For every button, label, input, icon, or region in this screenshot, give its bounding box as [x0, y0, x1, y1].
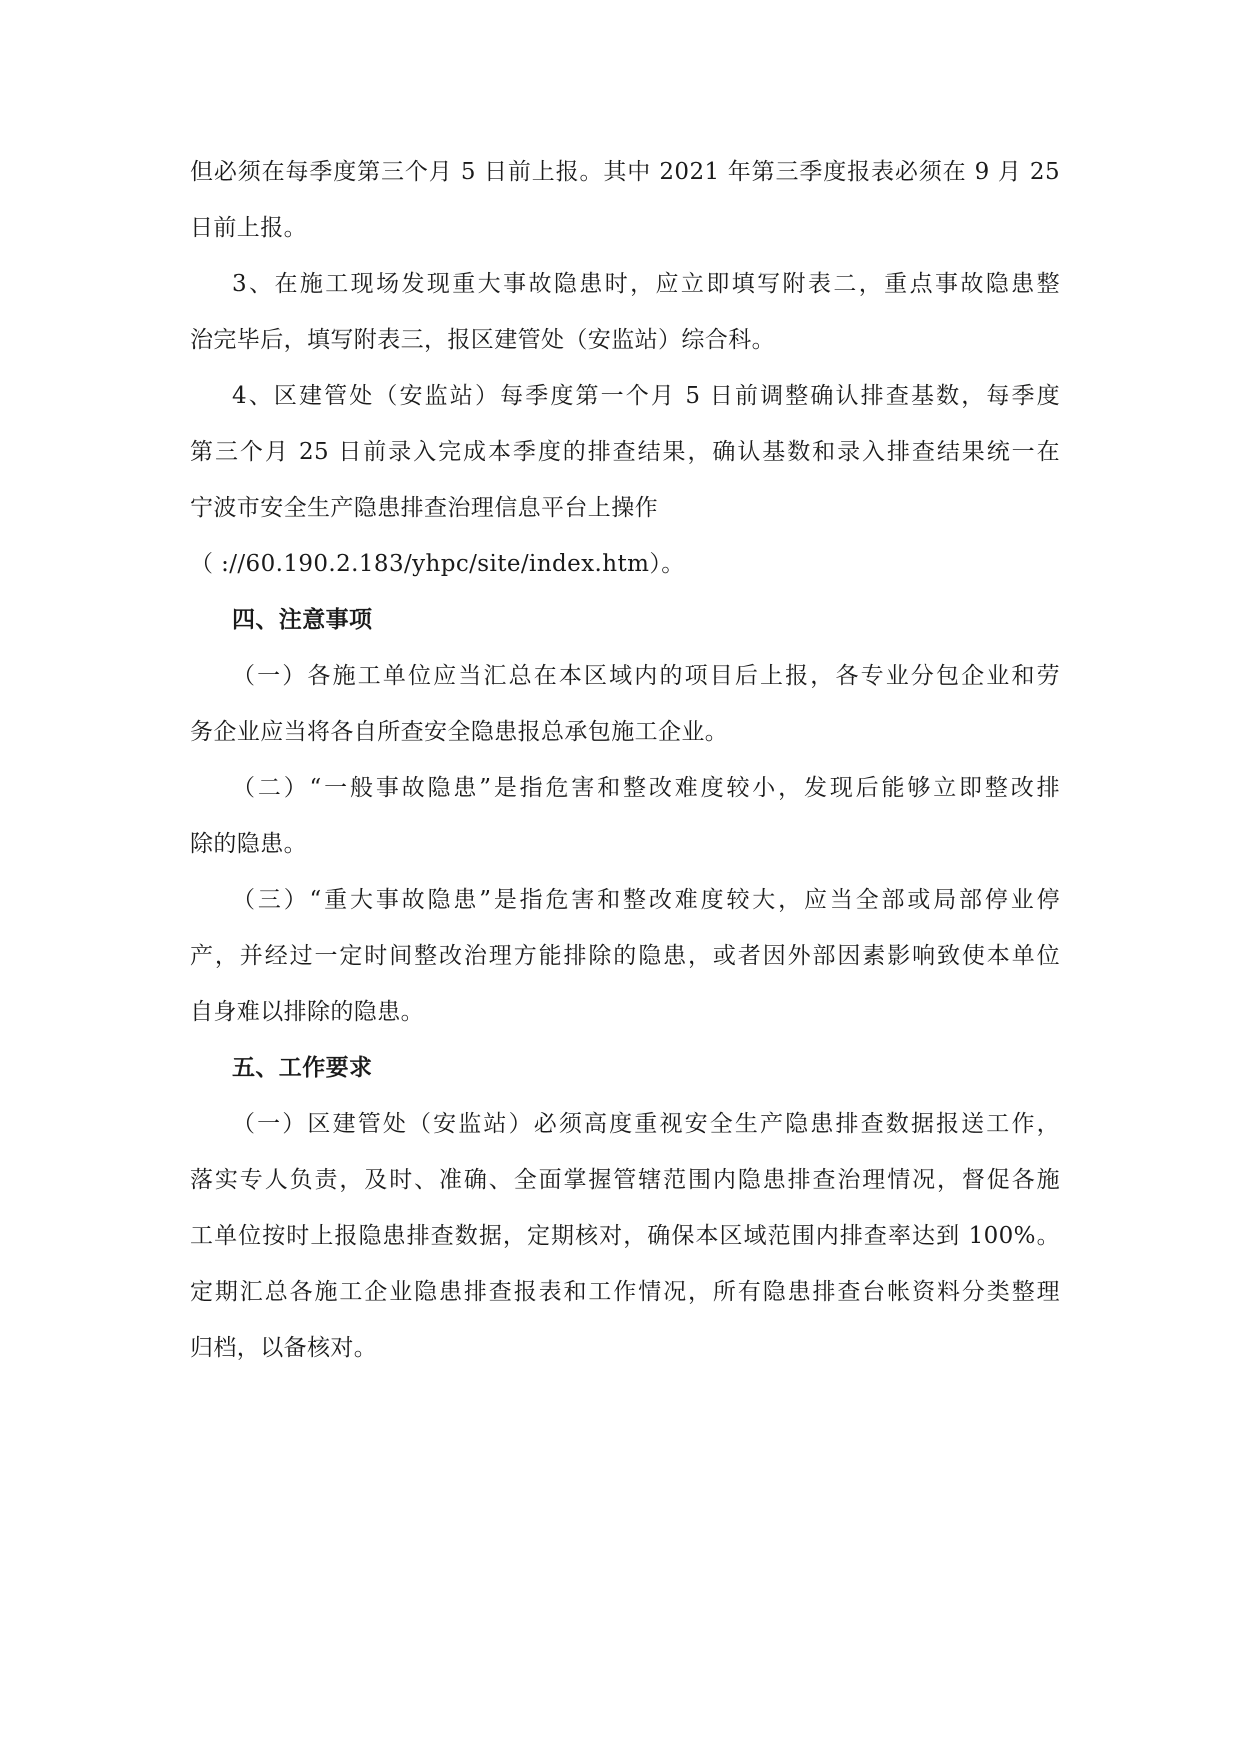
- section-heading: 四、注意事项: [232, 606, 373, 633]
- url-line: （ ://60.190.2.183/yhpc/site/index.htm）。: [190, 551, 685, 577]
- text-line: 但必须在每季度第三个月 5 日前上报。其中 2021 年第三季度报表必须在 9 月 25: [190, 159, 1060, 185]
- text-line: （一）区建管处（安监站）必须高度重视安全生产隐患排查数据报送工作，: [232, 1111, 1060, 1137]
- text-line: 除的隐患。: [190, 831, 307, 857]
- text-line: （一）各施工单位应当汇总在本区域内的项目后上报，各专业分包企业和劳: [232, 663, 1060, 689]
- text-line: 工单位按时上报隐患排查数据，定期核对，确保本区域范围内排查率达到 100%。: [190, 1223, 1060, 1249]
- text-line: 日前上报。: [190, 215, 307, 241]
- text-line: 落实专人负责，及时、准确、全面掌握管辖范围内隐患排查治理情况，督促各施: [190, 1167, 1060, 1193]
- text-line: （三）“重大事故隐患”是指危害和整改难度较大，应当全部或局部停业停: [232, 887, 1060, 913]
- text-line: 治完毕后，填写附表三，报区建管处（安监站）综合科。: [190, 327, 775, 353]
- text-line: 第三个月 25 日前录入完成本季度的排查结果，确认基数和录入排查结果统一在: [190, 439, 1060, 465]
- text-line: （二）“一般事故隐患”是指危害和整改难度较小，发现后能够立即整改排: [232, 775, 1060, 801]
- text-line: 定期汇总各施工企业隐患排查报表和工作情况，所有隐患排查台帐资料分类整理: [190, 1279, 1060, 1305]
- text-line: 4、区建管处（安监站）每季度第一个月 5 日前调整确认排查基数，每季度: [232, 383, 1060, 409]
- text-line: 产，并经过一定时间整改治理方能排除的隐患，或者因外部因素影响致使本单位: [190, 943, 1060, 969]
- text-line: 3、在施工现场发现重大事故隐患时，应立即填写附表二，重点事故隐患整: [232, 271, 1060, 297]
- section-heading: 五、工作要求: [232, 1054, 373, 1081]
- text-line: 归档，以备核对。: [190, 1335, 378, 1361]
- text-line: 宁波市安全生产隐患排查治理信息平台上操作: [190, 495, 658, 521]
- text-line: 务企业应当将各自所查安全隐患报总承包施工企业。: [190, 719, 729, 745]
- text-line: 自身难以排除的隐患。: [190, 999, 424, 1025]
